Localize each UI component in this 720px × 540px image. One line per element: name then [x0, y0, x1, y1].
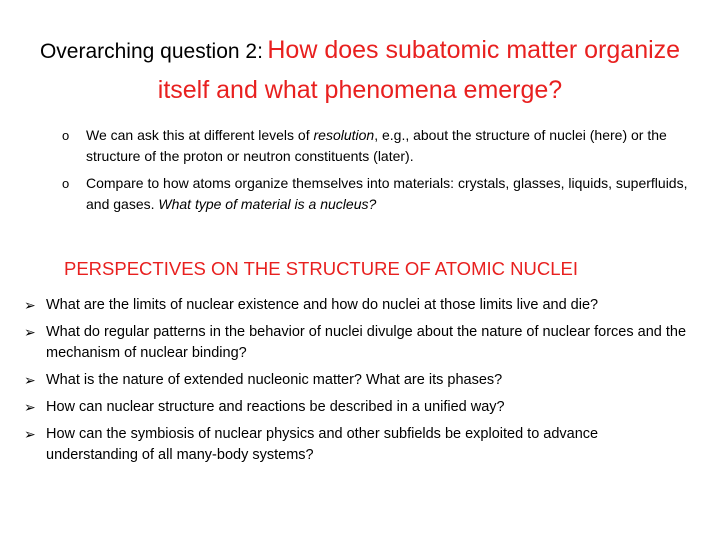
title-prefix: Overarching question 2:	[39, 40, 263, 63]
question-item	[24, 295, 694, 316]
sub-bullet-text: We can ask this at different levels of	[86, 127, 314, 143]
arrow-bullet-icon: ➢	[24, 372, 36, 388]
question-text: What are the limits of nuclear existence and how do nuclei at those limits live and die?	[46, 297, 599, 313]
sub-bullet-item	[62, 125, 702, 167]
question-text: What do regular patterns in the behavior of nuclei divulge about the nature of nuclear forces and the mechanism of nuclear binding?	[46, 324, 687, 361]
question-item	[24, 397, 694, 418]
arrow-bullet-icon: ➢	[24, 399, 36, 415]
question-item	[24, 370, 694, 391]
circle-bullet-icon: o	[62, 176, 70, 191]
question-text: How can the symbiosis of nuclear physics and other subfields be exploited to advance understanding of all many-body systems?	[46, 426, 599, 463]
sub-bullet-emphasis: resolution	[313, 127, 375, 143]
question-item	[24, 424, 694, 466]
sub-bullet-item	[62, 173, 702, 215]
circle-bullet-icon: o	[62, 128, 70, 143]
sub-bullet-list	[62, 125, 702, 221]
question-text: How can nuclear structure and reactions be described in a unified way?	[46, 399, 505, 415]
question-item	[24, 322, 694, 364]
section-heading: PERSPECTIVES ON THE STRUCTURE OF ATOMIC NUCLEI	[64, 258, 578, 279]
question-text: What is the nature of extended nucleonic matter? What are its phases?	[46, 372, 503, 388]
question-list	[24, 295, 694, 472]
sub-bullet-text: Compare to how atoms organize themselves into materials: crystals, glasses, liquids, superfluids, and gases.	[86, 175, 688, 212]
arrow-bullet-icon: ➢	[24, 426, 36, 442]
arrow-bullet-icon: ➢	[24, 297, 36, 313]
sub-bullet-text-end: , e.g., about the structure of nuclei (here) or the structure of the proton or neutron constituents (later).	[86, 127, 667, 164]
sub-bullet-emphasis: What type of material is a nucleus?	[158, 196, 377, 212]
title-question: How does subatomic matter organize itself and what phenomena emerge?	[157, 36, 681, 104]
arrow-bullet-icon: ➢	[24, 324, 36, 340]
slide-title	[30, 32, 690, 112]
